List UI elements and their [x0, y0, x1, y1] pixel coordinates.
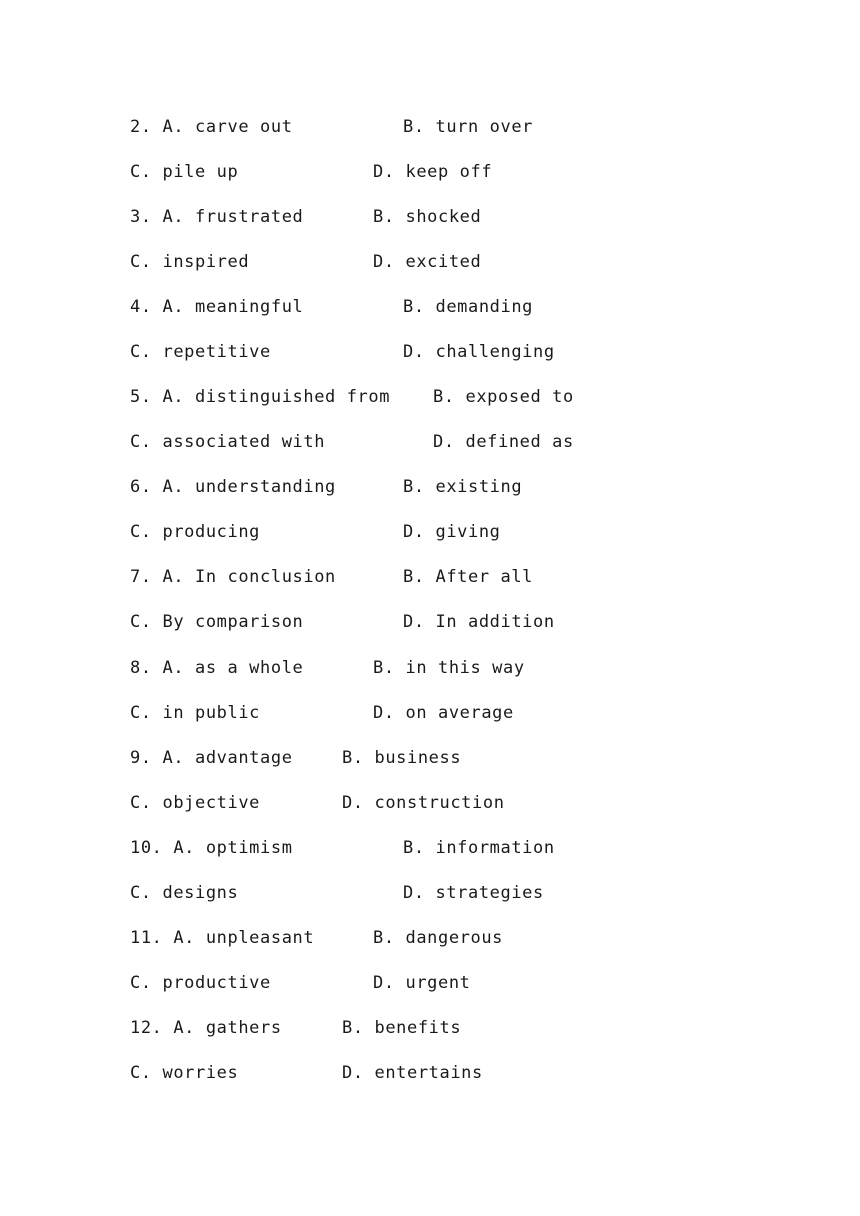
option-row — [0, 427, 860, 457]
option-left: C. objective — [130, 793, 261, 813]
option-left: C. worries — [130, 1063, 239, 1083]
option-row — [0, 292, 860, 322]
option-row — [0, 202, 860, 232]
option-left: C. repetitive — [130, 342, 271, 362]
option-row — [0, 247, 860, 277]
option-row — [0, 337, 860, 367]
option-left: 6. A. understanding — [130, 477, 336, 497]
option-left: 12. A. gathers — [130, 1018, 282, 1038]
option-row — [0, 607, 860, 637]
option-right: B. business — [342, 748, 462, 768]
option-row — [0, 968, 860, 998]
option-right: B. benefits — [342, 1018, 462, 1038]
option-right: D. excited — [373, 252, 482, 272]
option-left: 8. A. as a whole — [130, 658, 304, 678]
option-right: D. keep off — [373, 162, 493, 182]
option-left: C. By comparison — [130, 612, 304, 632]
option-left: 5. A. distinguished from — [130, 387, 391, 407]
option-row — [0, 382, 860, 412]
option-left: C. in public — [130, 703, 261, 723]
option-right: B. existing — [403, 477, 523, 497]
option-left: 9. A. advantage — [130, 748, 293, 768]
option-right: B. exposed to — [433, 387, 574, 407]
option-right: B. demanding — [403, 297, 534, 317]
option-right: D. strategies — [403, 883, 544, 903]
option-right: D. challenging — [403, 342, 555, 362]
option-right: D. defined as — [433, 432, 574, 452]
option-right: D. on average — [373, 703, 514, 723]
option-row — [0, 1058, 860, 1088]
option-left: 10. A. optimism — [130, 838, 293, 858]
option-right: D. entertains — [342, 1063, 483, 1083]
option-left: C. productive — [130, 973, 271, 993]
option-left: 2. A. carve out — [130, 117, 293, 137]
option-row — [0, 743, 860, 773]
option-row — [0, 112, 860, 142]
option-left: C. designs — [130, 883, 239, 903]
option-left: C. pile up — [130, 162, 239, 182]
option-row — [0, 562, 860, 592]
option-right: B. turn over — [403, 117, 534, 137]
option-row — [0, 923, 860, 953]
option-left: 3. A. frustrated — [130, 207, 304, 227]
option-right: B. After all — [403, 567, 534, 587]
option-right: B. shocked — [373, 207, 482, 227]
option-right: B. dangerous — [373, 928, 504, 948]
option-row — [0, 157, 860, 187]
option-left: C. inspired — [130, 252, 250, 272]
option-left: 4. A. meaningful — [130, 297, 304, 317]
option-row — [0, 472, 860, 502]
option-left: 11. A. unpleasant — [130, 928, 315, 948]
option-right: B. information — [403, 838, 555, 858]
option-row — [0, 1013, 860, 1043]
option-left: C. producing — [130, 522, 261, 542]
option-right: D. giving — [403, 522, 501, 542]
option-row — [0, 653, 860, 683]
option-right: D. In addition — [403, 612, 555, 632]
option-row — [0, 878, 860, 908]
option-left: 7. A. In conclusion — [130, 567, 336, 587]
option-row — [0, 698, 860, 728]
option-left: C. associated with — [130, 432, 326, 452]
option-right: D. urgent — [373, 973, 471, 993]
option-right: D. construction — [342, 793, 505, 813]
option-right: B. in this way — [373, 658, 525, 678]
option-row — [0, 788, 860, 818]
option-row — [0, 833, 860, 863]
option-row — [0, 517, 860, 547]
